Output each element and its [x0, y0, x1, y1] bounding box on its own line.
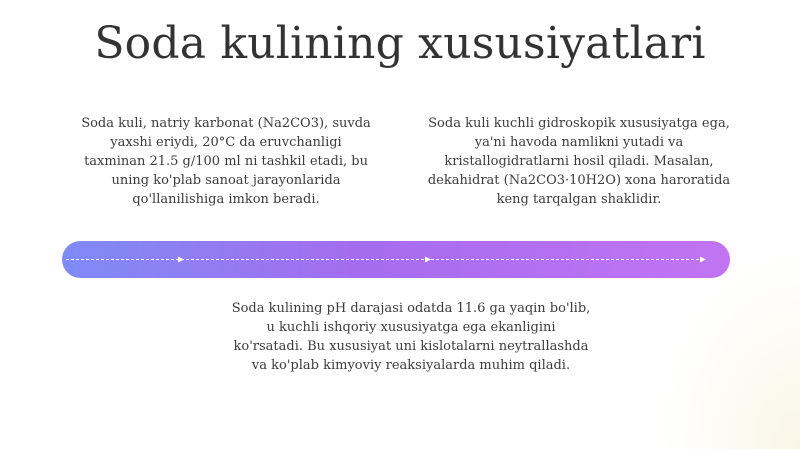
- timeline-bar: [62, 241, 730, 278]
- corner-glow: [660, 249, 800, 449]
- paragraph-ph: Soda kulining pH darajasi odatda 11.6 ga yaqin bo'lib, u kuchli ishqoriy xususiyatga ega ekanligini ko'rsatadi. Bu xususiyat uni kislotalarni neytrallashda va ko'plab kimyoviy reaksiyalarda muhim qiladi.: [231, 301, 591, 373]
- paragraph-solubility: Soda kuli, natriy karbonat (Na2CO3), suvda yaxshi eriydi, 20°C da eruvchanligi taxminan 21.5 g/100 ml ni tashkil etadi, bu uning ko'plab sanoat jarayonlarida qo'llanilishiga imkon beradi.: [81, 116, 371, 207]
- paragraph-hygroscopic: Soda kuli kuchli gidroskopik xususiyatga ega, ya'ni havoda namlikni yutadi va kristallogidratlarni hosil qiladi. Masalan, dekahidrat (Na2CO3·10H2O) xona haroratida keng tarqalgan shaklidir.: [427, 116, 731, 207]
- timeline-bar-graphic: [62, 241, 730, 278]
- page-title: Soda kulining xususiyatlari: [94, 18, 706, 69]
